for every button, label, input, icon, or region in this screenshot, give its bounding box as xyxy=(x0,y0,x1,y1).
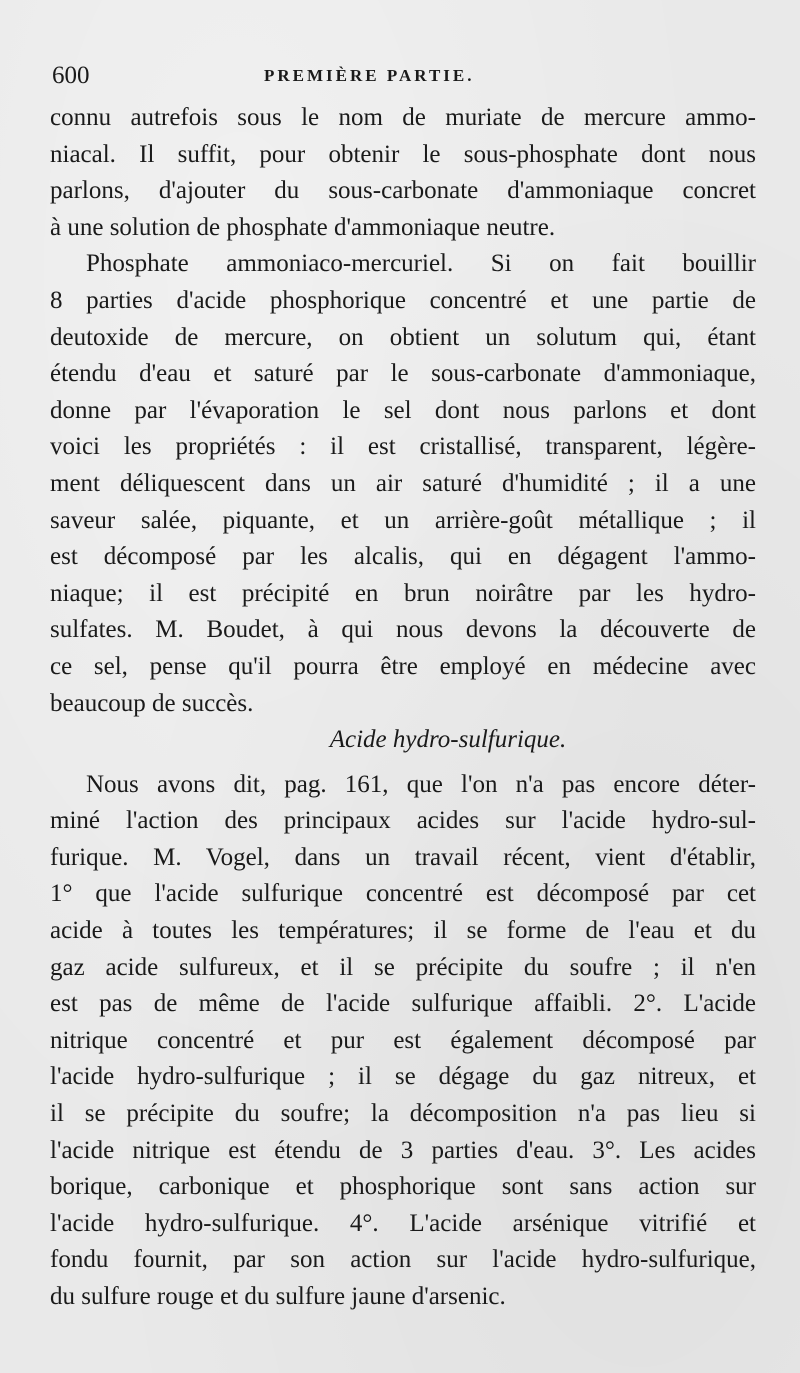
text-line: saveur salée, piquante, et un arrière-goût métallique ; il xyxy=(50,506,756,534)
heading-gap xyxy=(50,759,756,767)
text-line: du sulfure rouge et du sulfure jaune d'arsenic. xyxy=(50,1283,506,1310)
text-line: deutoxide de mercure, on obtient un solutum qui, étant xyxy=(50,323,756,351)
text-line: à une solution de phosphate d'ammoniaque neutre. xyxy=(50,213,556,241)
text-line: beaucoup de succès. xyxy=(50,689,254,717)
text-line: fondu fournit, par son action sur l'acide hydro-sulfurique, xyxy=(50,1246,756,1274)
text-line: sulfates. M. Boudet, à qui nous devons la découverte de xyxy=(50,616,756,644)
text-line: parlons, d'ajouter du sous-carbonate d'ammoniaque concret xyxy=(50,177,756,205)
text-line: ce sel, pense qu'il pourra être employé en médecine avec xyxy=(50,652,756,680)
text-line: Phosphate ammoniaco-mercuriel. Si on fait bouillir xyxy=(86,250,756,278)
text-line: Nous avons dit, pag. 161, que l'on n'a pas encore déter- xyxy=(86,770,756,798)
text-line: borique, carbonique et phosphorique sont sans action sur xyxy=(50,1173,756,1201)
text-line: miné l'action des principaux acides sur l'acide hydro-sul- xyxy=(50,807,756,835)
text-line: est décomposé par les alcalis, qui en dégagent l'ammo- xyxy=(50,543,756,571)
text-line: il se précipite du soufre; la décomposition n'a pas lieu si xyxy=(50,1100,756,1128)
section-heading: Acide hydro-sulfurique. xyxy=(329,726,567,754)
text-line: 8 parties d'acide phosphorique concentré et une partie de xyxy=(50,286,756,314)
text-line: 1° que l'acide sulfurique concentré est décomposé par cet xyxy=(50,880,756,908)
text-line: furique. M. Vogel, dans un travail récent, vient d'établir, xyxy=(50,843,756,871)
text-line: gaz acide sulfureux, et il se précipite du soufre ; il n'en xyxy=(50,953,756,981)
text-line: voici les propriétés : il est cristallisé, transparent, légère- xyxy=(50,433,756,461)
text-line: connu autrefois sous le nom de muriate de mercure ammo- xyxy=(50,104,756,131)
text-line: niaque; il est précipité en brun noirâtre par les hydro- xyxy=(50,579,756,607)
text-line: acide à toutes les températures; il se forme de l'eau et du xyxy=(50,917,756,945)
body-text xyxy=(50,100,756,1316)
text-line: l'acide nitrique est étendu de 3 parties d'eau. 3°. Les acides xyxy=(50,1136,756,1164)
text-line: l'acide hydro-sulfurique. 4°. L'acide arsénique vitrifié et xyxy=(50,1209,756,1237)
running-title: PREMIÈRE PARTIE. xyxy=(264,66,475,85)
text-line: ment déliquescent dans un air saturé d'humidité ; il a une xyxy=(50,469,756,497)
text-line: l'acide hydro-sulfurique ; il se dégage du gaz nitreux, et xyxy=(50,1063,756,1091)
text-line: nitrique concentré et pur est également décomposé par xyxy=(50,1026,756,1054)
running-head xyxy=(52,58,752,94)
page-number: 600 xyxy=(52,62,90,89)
text-line: niacal. Il suffit, pour obtenir le sous-phosphate dont nous xyxy=(50,140,756,168)
text-line: donne par l'évaporation le sel dont nous parlons et dont xyxy=(50,396,756,424)
text-line: étendu d'eau et saturé par le sous-carbonate d'ammoniaque, xyxy=(50,360,756,388)
text-line: est pas de même de l'acide sulfurique affaibli. 2°. L'acide xyxy=(50,990,756,1018)
